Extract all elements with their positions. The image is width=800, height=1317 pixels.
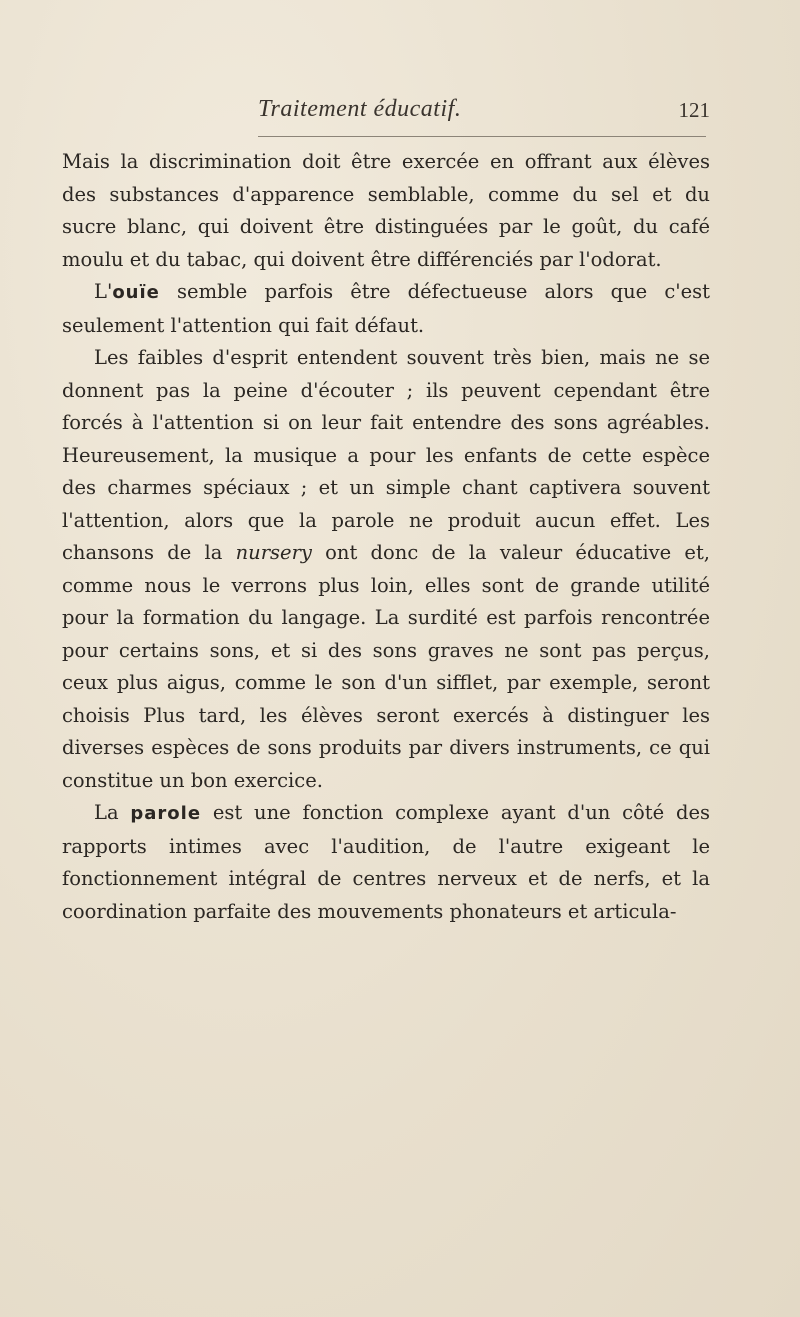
- paragraph-text: Les faibles d'esprit entendent souvent très bien, mais ne se donnent pas la peine d'écouter ; ils peuvent cependant être forcés à l'attention si on leur fait entendre des sons agréables. Heureusement, la musique a pour les enfants de cette espèce des charmes spéciaux ; et un simple chant captivera souvent l'attention, alors que la parole ne produit aucun effet. Les chansons de la: [62, 346, 710, 564]
- paragraph-faibles-d-esprit: [62, 342, 710, 797]
- header-rule: [258, 136, 706, 137]
- paragraph-text: est une fonction complexe ayant d'un côté des rapports intimes avec l'audition, de l'autre exigeant le fonctionnement intégral de centres nerveux et de nerfs, et la coordination parfaite des mouvements phonateurs et articula-: [62, 801, 710, 923]
- body-text: [62, 146, 710, 928]
- paragraph-lead: L': [94, 280, 113, 303]
- paragraph-text: Mais la discrimination doit être exercée en offrant aux élèves des substances d'apparence semblable, comme du sel et du sucre blanc, qui doivent être distinguées par le goût, du café moulu et du tabac, qui doivent être différenciés par l'odorat.: [62, 150, 710, 271]
- page-number: 121: [678, 98, 710, 122]
- paragraph-text: ont donc de la valeur éducative et, comme nous le verrons plus loin, elles sont de grande utilité pour la formation du langage. La surdité est parfois rencontrée pour certains sons, et si des sons graves ne sont pas perçus, ceux plus aigus, comme le son d'un sifflet, par exemple, seront choisis Plus tard, les élèves seront exercés à distinguer les diverses espèces de sons produits par divers instruments, ce qui constitue un bon exercice.: [62, 541, 710, 792]
- paragraph-discrimination: [62, 146, 710, 276]
- running-title: Traitement éducatif.: [258, 96, 462, 122]
- paragraph-parole: [62, 797, 710, 928]
- page-header: [62, 92, 710, 132]
- keyword-parole: parole: [130, 803, 202, 824]
- paragraph-text: semble parfois être défectueuse alors que c'est seulement l'attention qui fait défaut.: [62, 280, 710, 337]
- paragraph-ouie: [62, 276, 710, 342]
- italic-nursery: nursery: [235, 541, 312, 564]
- paragraph-lead: La: [94, 801, 131, 824]
- keyword-ouie: ouïe: [112, 282, 160, 303]
